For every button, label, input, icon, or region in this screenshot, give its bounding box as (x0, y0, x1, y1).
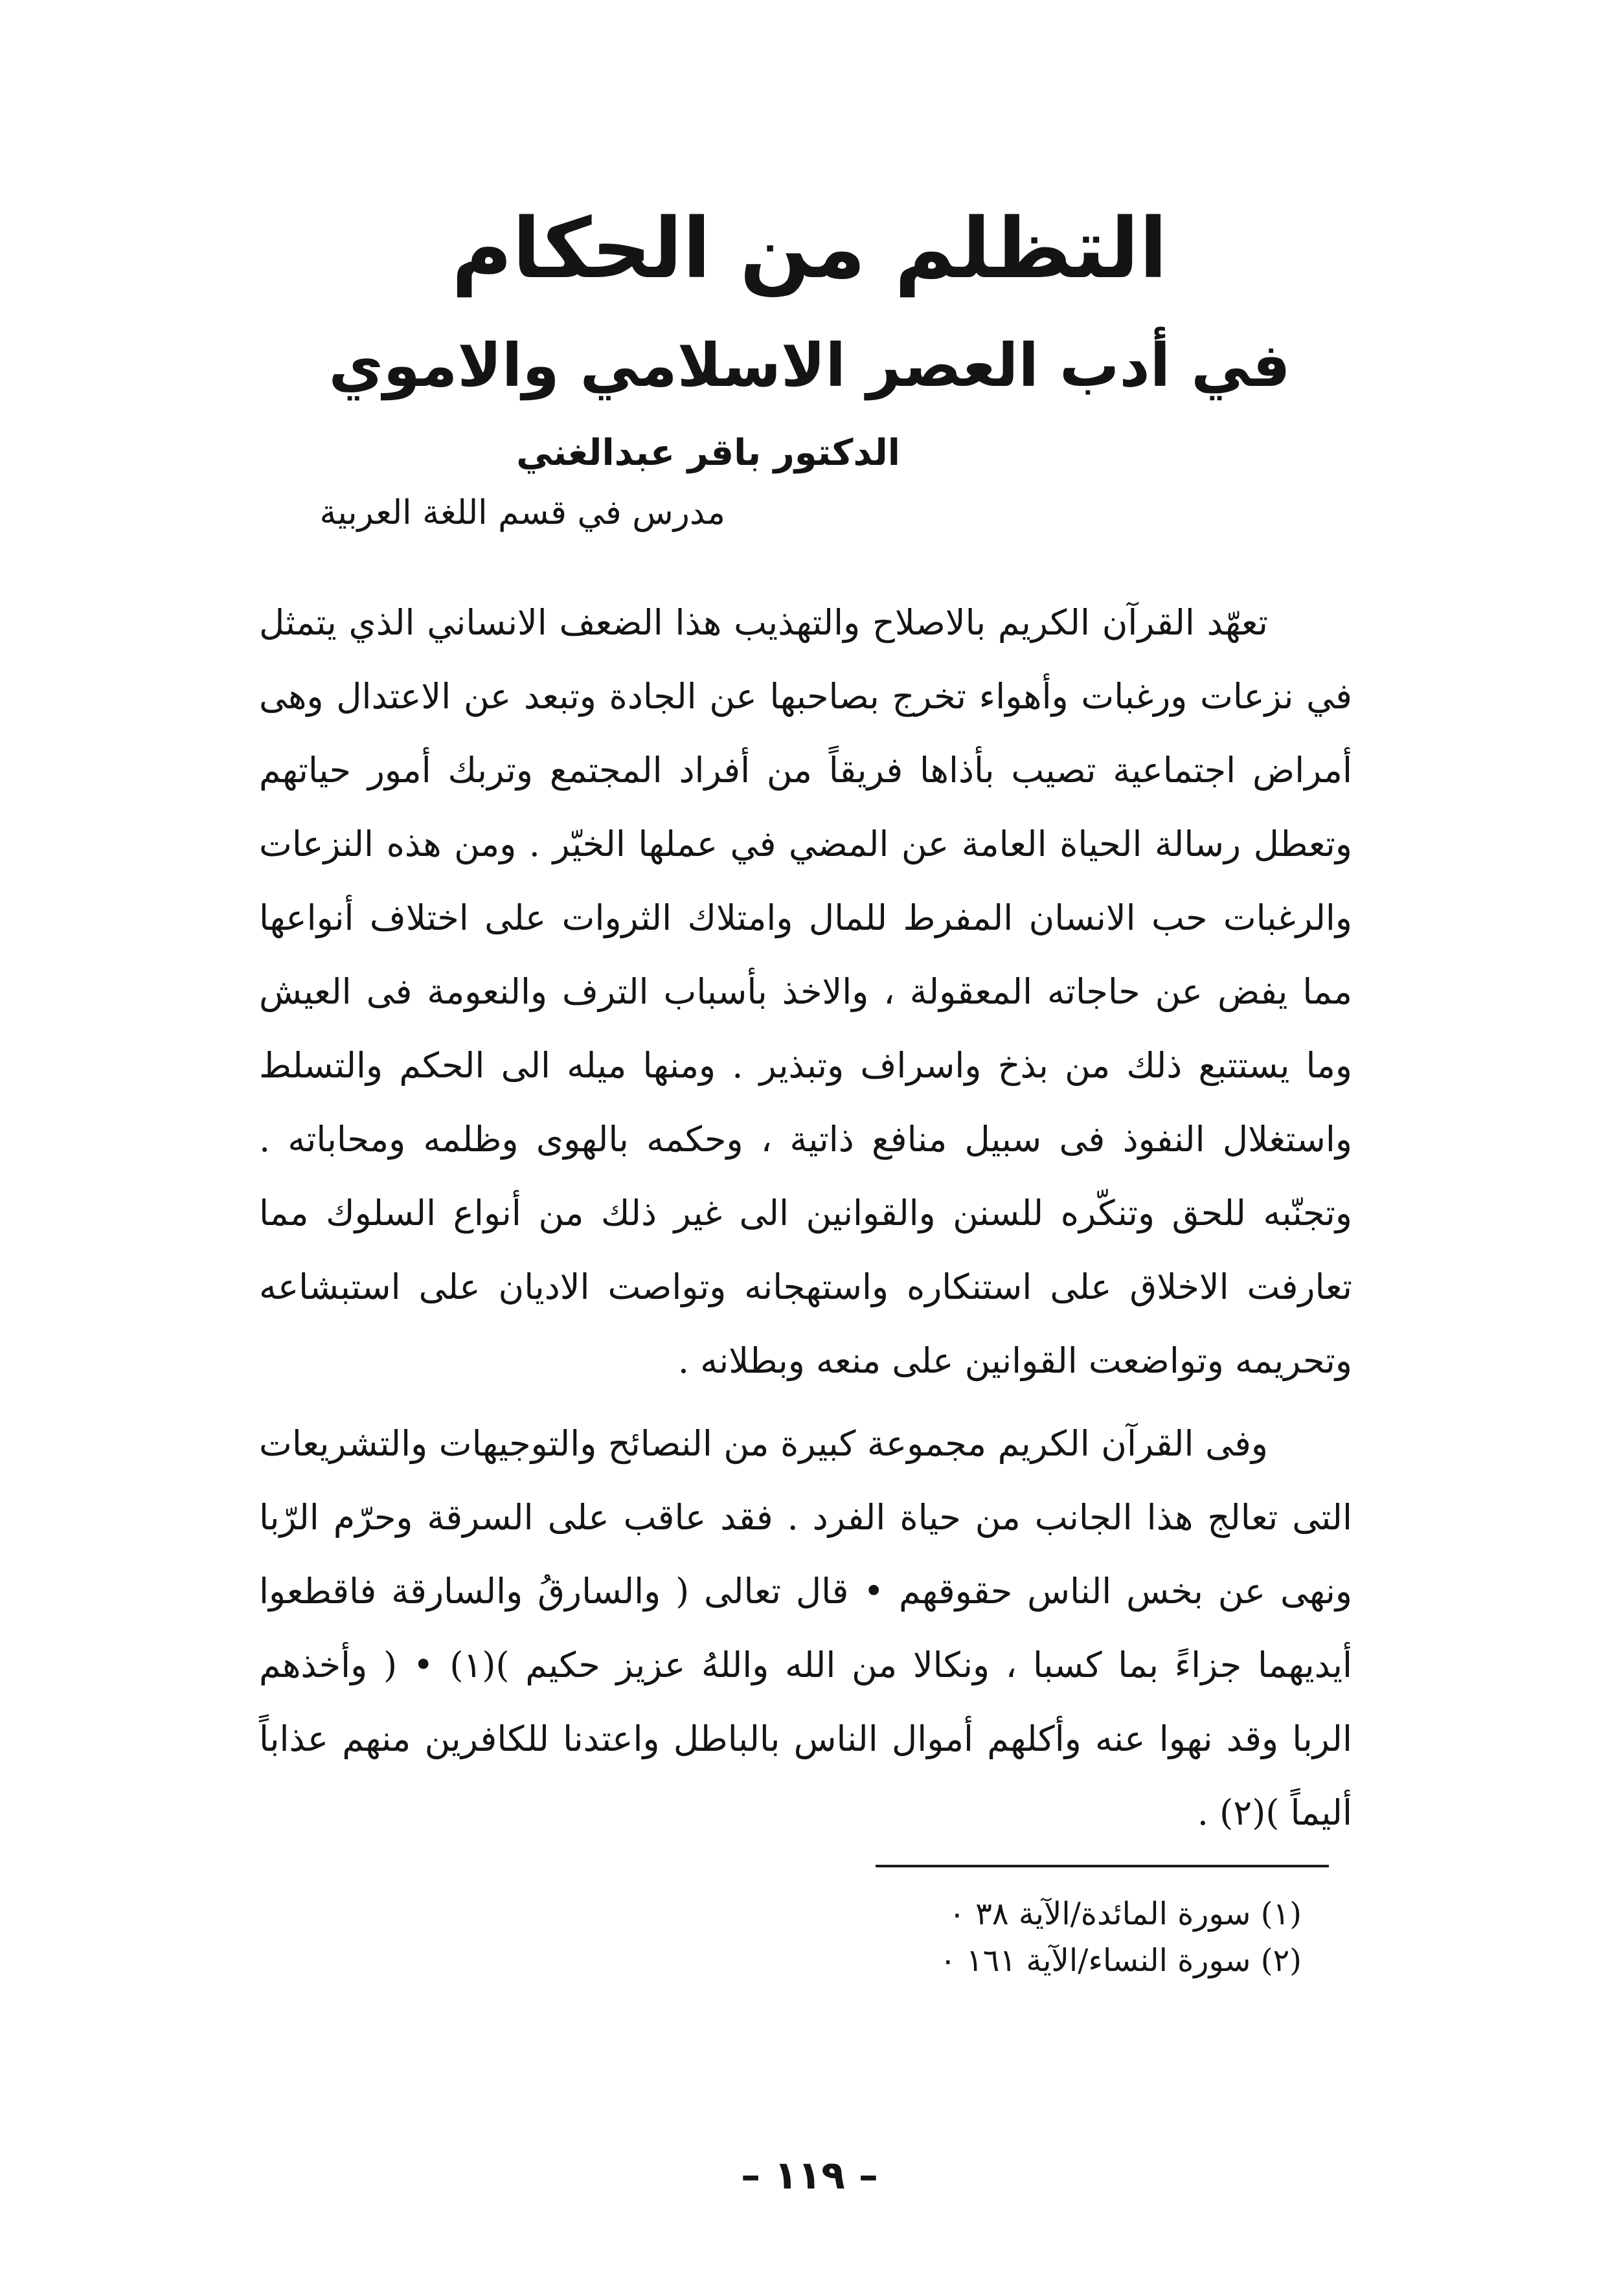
page-subtitle: في أدب العصر الاسلامي والاموي (328, 331, 1291, 400)
body-text (259, 586, 1352, 1850)
footnote-1: (١) سورة المائدة/الآية ٣٨ ٠ (949, 1896, 1302, 1932)
footnote-divider (876, 1865, 1329, 1867)
paragraph-quran: وفى القرآن الكريم مجموعة كبيرة من النصائح والتوجيهات والتشريعات التى تعالج هذا الجانب من حياة الفرد . فقد عاقب على السرقة وحرّم الرّبا ونهى عن بخس الناس حقوقهم • قال تعالى ( والسارقُ والسارقة فاقطعوا أيديهما جزاءً بما كسبا ، ونكالا من الله واللهُ عزيز حكيم )(١) • ( وأخذهم الربا وقد نهوا عنه وأكلهم أموال الناس بالباطل واعتدنا للكافرين منهم عذاباً أليماً )(٢) . (259, 1423, 1352, 1833)
author-name: الدكتور باقر عبدالغني (516, 432, 900, 474)
footnotes (719, 1891, 1302, 1984)
page-number: – ١١٩ – (741, 2153, 878, 2198)
author-affiliation: مدرس في قسم اللغة العربية (319, 493, 725, 532)
paragraph-intro: تعهّد القرآن الكريم بالاصلاح والتهذيب هذا الضعف الانساني الذي يتمثل في نزعات ورغبات وأهواء تخرج بصاحبها عن الجادة وتبعد عن الاعتدال وهى أمراض اجتماعية تصيب بأذاها فريقاً من أفراد المجتمع وتربك أمور حياتهم وتعطل رسالة الحياة العامة عن المضي في عملها الخيّر . ومن هذه النزعات والرغبات حب الانسان المفرط للمال وامتلاك الثروات على اختلاف أنواعها مما يفض عن حاجاته المعقولة ، والاخذ بأسباب الترف والنعومة فى العيش وما يستتبع ذلك من بذخ واسراف وتبذير . ومنها ميله الى الحكم والتسلط واستغلال النفوذ فى سبيل منافع ذاتية ، وحكمه بالهوى وظلمه ومحاباته . وتجنّبه للحق وتنكّره للسنن والقوانين الى غير ذلك من أنواع السلوك مما تعارفت الاخلاق على استنكاره واستهجانه وتواصت الاديان على استبشاعه وتحريمه وتواضعت القوانين على منعه وبطلانه . (259, 602, 1353, 1381)
footnote-2: (٢) سورة النساء/الآية ١٦١ ٠ (939, 1942, 1302, 1979)
page-title: التظلم من الحكام (451, 201, 1168, 297)
